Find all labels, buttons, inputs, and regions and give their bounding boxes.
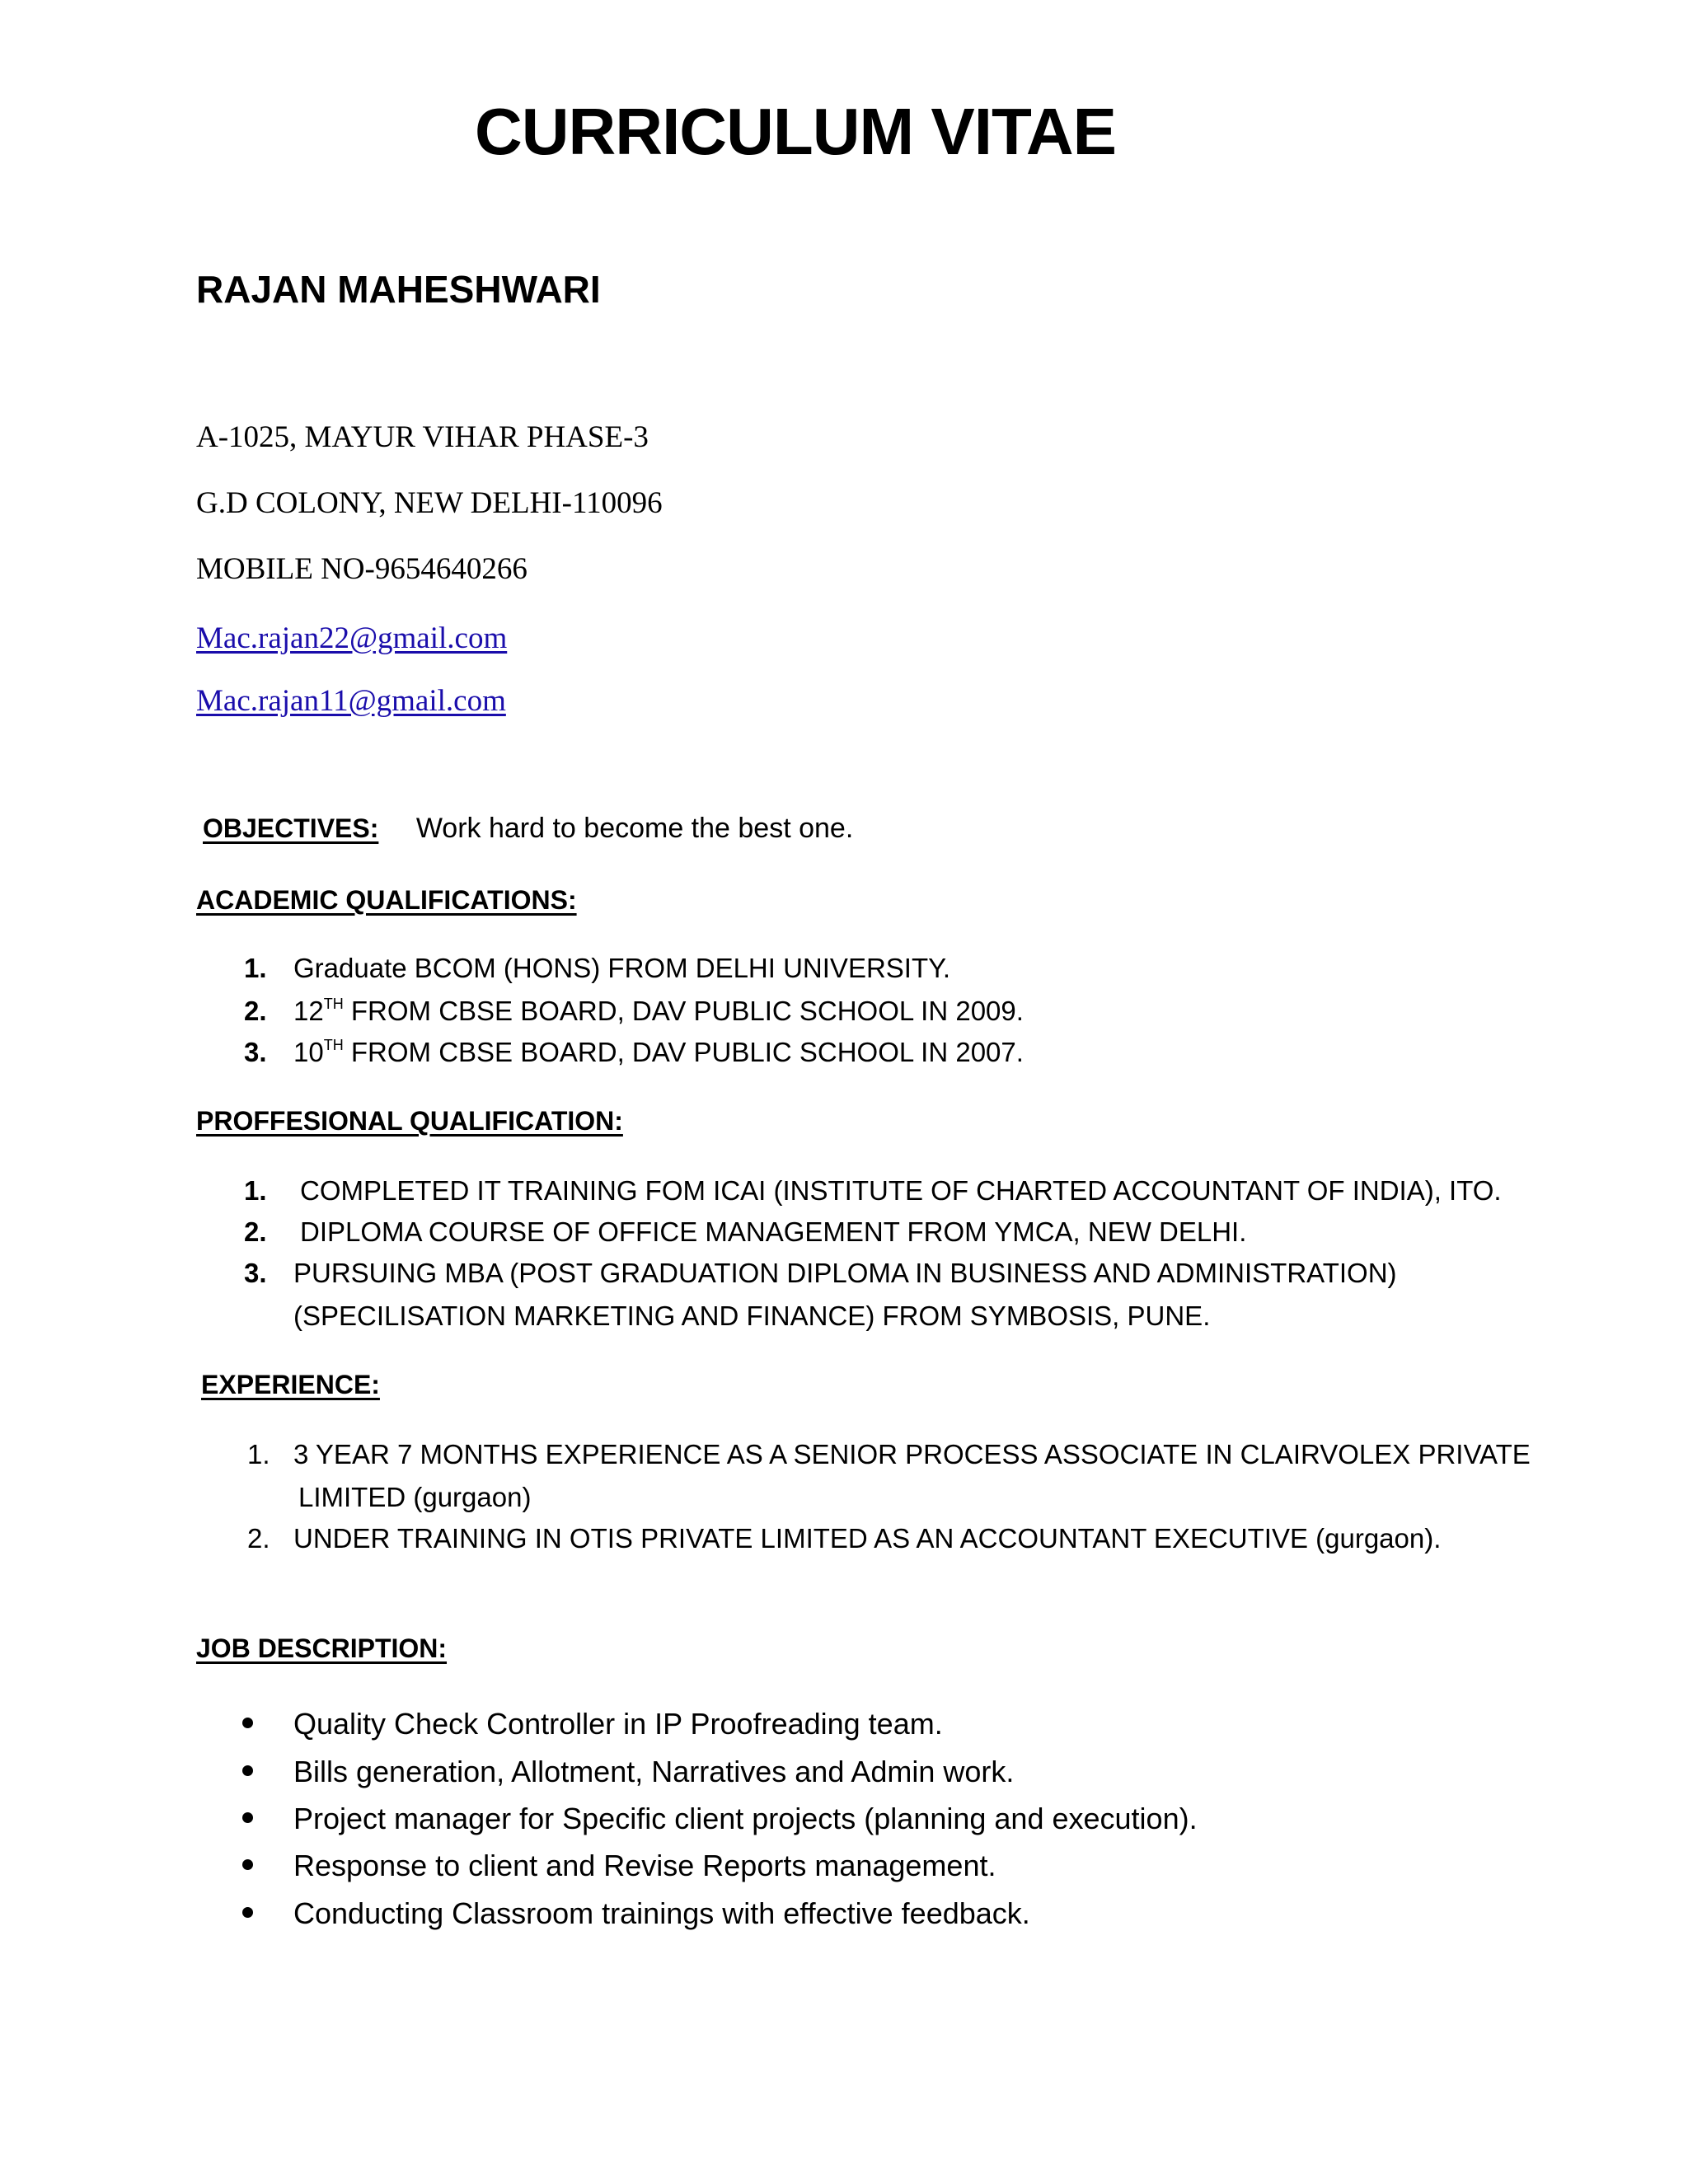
- bullet-icon: [242, 1765, 253, 1776]
- experience-item-1-continuation: LIMITED (gurgaon): [298, 1482, 532, 1512]
- job-description-item-3: Project manager for Specific client projects (planning and execution).: [293, 1802, 1198, 1835]
- document-title: CURRICULUM VITAE: [474, 95, 1117, 168]
- professional-heading-text: PROFFESIONAL QUALIFICATION:: [196, 1106, 623, 1136]
- academic-number-1: 1.: [244, 953, 267, 983]
- professional-item-3-continuation: (SPECILISATION MARKETING AND FINANCE) FROM SYMBOSIS, PUNE.: [293, 1301, 1211, 1331]
- academic-item-3: [293, 1038, 1024, 1066]
- job-description-item-4: Response to client and Revise Reports management.: [293, 1849, 996, 1882]
- candidate-name: RAJAN MAHESHWARI: [196, 268, 601, 311]
- academic-number-3: 3.: [244, 1037, 267, 1067]
- objectives-row: [196, 814, 853, 842]
- bullet-icon: [242, 1718, 253, 1728]
- mobile-number: MOBILE NO-9654640266: [196, 552, 528, 586]
- job-description-heading-text: JOB DESCRIPTION:: [196, 1633, 448, 1663]
- academic-item-3-superscript: TH: [323, 1037, 344, 1053]
- academic-heading-text: ACADEMIC QUALIFICATIONS:: [196, 885, 577, 915]
- academic-number-2: 2.: [244, 996, 267, 1026]
- address-line-2: G.D COLONY, NEW DELHI-110096: [196, 486, 663, 520]
- bullet-icon: [242, 1812, 253, 1823]
- job-description-item-2: Bills generation, Allotment, Narratives and Admin work.: [293, 1755, 1015, 1788]
- academic-item-3-grade: 10: [293, 1037, 324, 1067]
- academic-item-2: [293, 997, 1024, 1024]
- objectives-text: Work hard to become the best one.: [415, 813, 854, 844]
- professional-item-1: COMPLETED IT TRAINING FOM ICAI (INSTITUTE OF CHARTED ACCOUNTANT OF INDIA), ITO.: [300, 1175, 1502, 1206]
- email-link-1[interactable]: [196, 623, 507, 654]
- email-link-2[interactable]: [196, 686, 506, 716]
- bullet-icon: [242, 1859, 253, 1870]
- professional-number-3: 3.: [244, 1258, 267, 1288]
- experience-number-2: 2.: [247, 1523, 270, 1554]
- professional-heading: [196, 1108, 623, 1134]
- objectives-heading: OBJECTIVES:: [203, 813, 379, 843]
- experience-item-2: UNDER TRAINING IN OTIS PRIVATE LIMITED AS AN ACCOUNTANT EXECUTIVE (gurgaon).: [293, 1523, 1442, 1554]
- academic-item-2-grade: 12: [293, 996, 324, 1026]
- professional-item-3: PURSUING MBA (POST GRADUATION DIPLOMA IN BUSINESS AND ADMINISTRATION): [293, 1258, 1397, 1288]
- professional-number-1: 1.: [244, 1175, 267, 1206]
- address-line-1: A-1025, MAYUR VIHAR PHASE-3: [196, 420, 649, 454]
- job-description-item-5: Conducting Classroom trainings with effective feedback.: [293, 1896, 1030, 1930]
- academic-heading: [196, 887, 577, 913]
- academic-item-1: Graduate BCOM (HONS) FROM DELHI UNIVERSITY.: [293, 953, 951, 983]
- email-2-text[interactable]: Mac.rajan11@gmail.com: [196, 684, 506, 718]
- experience-heading: [196, 1371, 380, 1398]
- experience-number-1: 1.: [247, 1439, 270, 1469]
- academic-item-3-detail: FROM CBSE BOARD, DAV PUBLIC SCHOOL IN 2007.: [343, 1037, 1024, 1067]
- experience-item-1: 3 YEAR 7 MONTHS EXPERIENCE AS A SENIOR PROCESS ASSOCIATE IN CLAIRVOLEX PRIVATE: [293, 1439, 1531, 1469]
- job-description-item-1: Quality Check Controller in IP Proofreading team.: [293, 1707, 943, 1741]
- academic-item-2-detail: FROM CBSE BOARD, DAV PUBLIC SCHOOL IN 2009.: [343, 996, 1024, 1026]
- bullet-icon: [242, 1907, 253, 1918]
- professional-number-2: 2.: [244, 1216, 267, 1247]
- email-1-text[interactable]: Mac.rajan22@gmail.com: [196, 621, 508, 655]
- academic-item-2-superscript: TH: [323, 996, 344, 1012]
- experience-heading-text: EXPERIENCE:: [201, 1370, 380, 1399]
- professional-item-2: DIPLOMA COURSE OF OFFICE MANAGEMENT FROM YMCA, NEW DELHI.: [300, 1216, 1247, 1247]
- job-description-heading: [196, 1635, 447, 1661]
